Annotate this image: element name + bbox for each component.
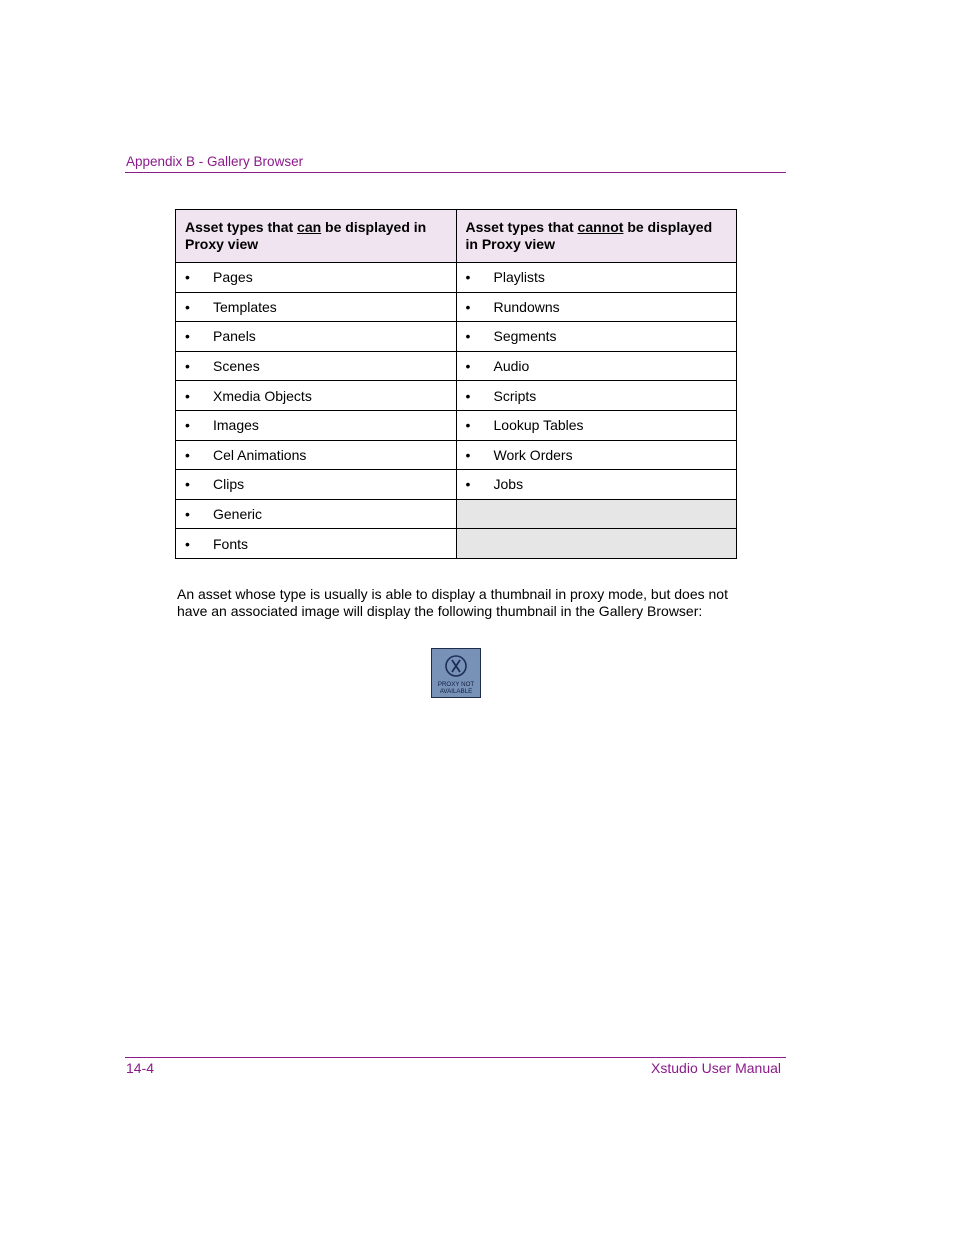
asset-type-label: Cel Animations [213, 446, 307, 463]
asset-type-label: Audio [493, 358, 530, 375]
can-display-cell [176, 263, 457, 293]
can-display-cell [176, 470, 457, 500]
can-display-cell [176, 410, 457, 440]
cannot-display-cell [456, 499, 737, 529]
bullet-icon: • [185, 506, 190, 523]
cannot-display-cell [456, 263, 737, 293]
bullet-icon: • [465, 387, 471, 404]
bullet-icon: • [185, 298, 190, 315]
bullet-icon: • [465, 298, 471, 315]
asset-type-label: Rundowns [493, 298, 560, 315]
proxy-not-available-thumbnail [431, 648, 481, 698]
thumb-text-line2: AVAILABLE [439, 688, 473, 695]
header-divider [125, 172, 786, 173]
asset-type-label: Segments [493, 328, 557, 345]
thumb-text-line1: PROXY NOT [437, 681, 475, 688]
bullet-icon: • [185, 269, 190, 286]
table-row [176, 499, 737, 529]
table-row [176, 292, 737, 322]
cannot-display-cell [456, 410, 737, 440]
bullet-icon: • [185, 446, 190, 463]
bullet-icon: • [465, 417, 471, 434]
page-number: 14-4 [126, 1060, 155, 1076]
bullet-icon: • [185, 417, 190, 434]
asset-type-label: Jobs [493, 476, 524, 493]
footer-divider [125, 1057, 786, 1058]
asset-type-label: Pages [213, 269, 253, 286]
asset-type-label: Generic [213, 506, 263, 523]
cannot-display-cell [456, 292, 737, 322]
bullet-icon: • [185, 358, 190, 375]
header-cannot-display: Asset types that cannot be displayed in Proxy view [456, 210, 737, 263]
table-row [176, 440, 737, 470]
table-row [176, 351, 737, 381]
running-header: Appendix B - Gallery Browser [126, 154, 304, 169]
asset-types-table [175, 209, 737, 559]
table-row [176, 470, 737, 500]
can-display-cell [176, 499, 457, 529]
can-display-cell [176, 322, 457, 352]
bullet-icon: • [465, 476, 471, 493]
cannot-display-cell [456, 322, 737, 352]
asset-type-label: Scripts [493, 387, 537, 404]
bullet-icon: • [185, 387, 190, 404]
table-row [176, 410, 737, 440]
asset-type-label: Playlists [493, 269, 545, 286]
bullet-icon: • [465, 358, 471, 375]
cannot-display-cell [456, 381, 737, 411]
can-display-cell [176, 292, 457, 322]
manual-title: Xstudio User Manual [651, 1060, 781, 1076]
proxy-not-available-icon [432, 649, 480, 697]
bullet-icon: • [465, 328, 471, 345]
table-header-row [176, 210, 737, 263]
cannot-display-cell [456, 529, 737, 559]
bullet-icon: • [465, 446, 471, 463]
bullet-icon: • [465, 269, 471, 286]
asset-type-label: Panels [213, 328, 256, 345]
body-paragraph: An asset whose type is usually is able to display a thumbnail in proxy mode, but does not have an associated image will display the following thumbnail in the Gallery Browser: [177, 586, 728, 619]
asset-type-label: Xmedia Objects [213, 387, 312, 404]
asset-type-label: Work Orders [493, 446, 573, 463]
asset-type-label: Clips [213, 476, 245, 493]
emphasis-can: can [297, 219, 322, 235]
header-can-display: Asset types that can be displayed in Proxy view [176, 210, 457, 263]
can-display-cell [176, 440, 457, 470]
bullet-icon: • [185, 535, 190, 552]
table-row [176, 529, 737, 559]
emphasis-cannot: cannot [577, 219, 624, 235]
asset-type-label: Templates [213, 298, 277, 315]
table-row [176, 322, 737, 352]
bullet-icon: • [185, 328, 190, 345]
table-row [176, 263, 737, 293]
cannot-display-cell [456, 440, 737, 470]
asset-rows [176, 263, 737, 559]
cannot-display-cell [456, 351, 737, 381]
cannot-display-cell [456, 470, 737, 500]
bullet-icon: • [185, 476, 190, 493]
asset-type-label: Scenes [213, 358, 260, 375]
can-display-cell [176, 529, 457, 559]
can-display-cell [176, 381, 457, 411]
table-row [176, 381, 737, 411]
can-display-cell [176, 351, 457, 381]
asset-type-label: Fonts [213, 535, 249, 552]
asset-type-label: Lookup Tables [493, 417, 584, 434]
asset-type-label: Images [213, 417, 259, 434]
